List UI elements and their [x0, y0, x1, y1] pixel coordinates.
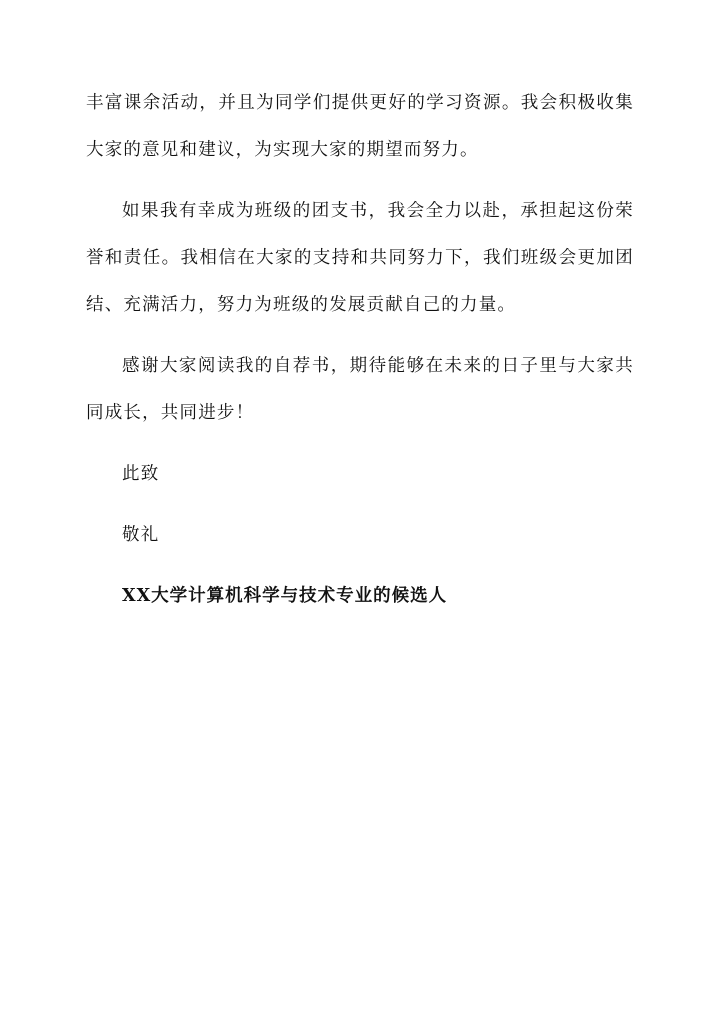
closing-respect: 敬礼: [122, 525, 160, 545]
paragraph-3: 感谢大家阅读我的自荐书，期待能够在未来的日子里与大家共同成长，共同进步！: [86, 356, 634, 423]
closing-salutation: 此致: [122, 464, 160, 484]
paragraph-2: 如果我有幸成为班级的团支书，我会全力以赴，承担起这份荣誉和责任。我相信在大家的支持和共同努力下，我们班级会更加团结、充满活力，努力为班级的发展贡献自己的力量。: [86, 201, 634, 315]
document-body: [86, 80, 634, 620]
paragraph-1: 丰富课余活动，并且为同学们提供更好的学习资源。我会积极收集大家的意见和建议，为实现大家的期望而努力。: [86, 93, 634, 160]
signature: XX大学计算机科学与技术专业的候选人: [122, 586, 448, 606]
